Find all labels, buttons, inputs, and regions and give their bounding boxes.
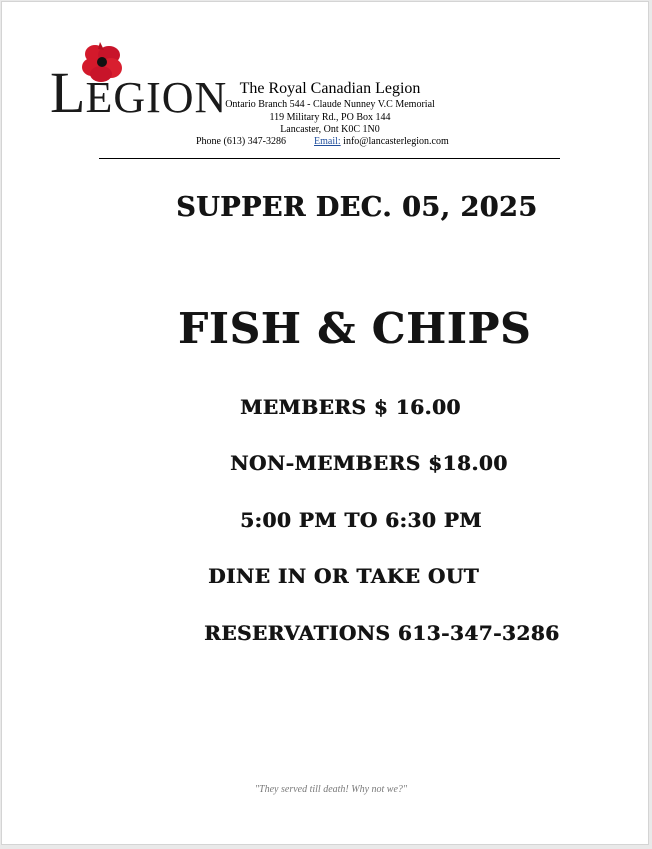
header-divider — [99, 158, 560, 159]
email-link[interactable]: info@lancasterlegion.com — [343, 136, 449, 147]
event-time: 5:00 PM TO 6:30 PM — [240, 508, 482, 532]
reservations-line: RESERVATIONS 613-347-3286 — [204, 621, 560, 645]
service-options: DINE IN OR TAKE OUT — [208, 564, 479, 588]
email-label: Email: — [314, 136, 341, 147]
footer-motto: "They served till death! Why not we?" — [254, 784, 408, 795]
nonmembers-price: NON-MEMBERS $18.00 — [230, 451, 508, 475]
members-price: MEMBERS $ 16.00 — [240, 395, 461, 419]
contact-line — [196, 136, 449, 147]
supper-headline: SUPPER DEC. 05, 2025 — [176, 192, 538, 223]
branch-line: Ontario Branch 544 - Claude Nunney V.C Memorial — [225, 99, 435, 110]
legion-logo: LEGION — [50, 60, 228, 125]
org-name: The Royal Canadian Legion — [239, 80, 421, 97]
phone-number: Phone (613) 347-3286 — [196, 136, 286, 147]
address-line-1: 119 Military Rd., PO Box 144 — [269, 112, 391, 123]
address-line-2: Lancaster, Ont K0C 1N0 — [280, 124, 380, 135]
flyer-page — [1, 1, 649, 845]
dish-title: FISH & CHIPS — [178, 304, 532, 353]
